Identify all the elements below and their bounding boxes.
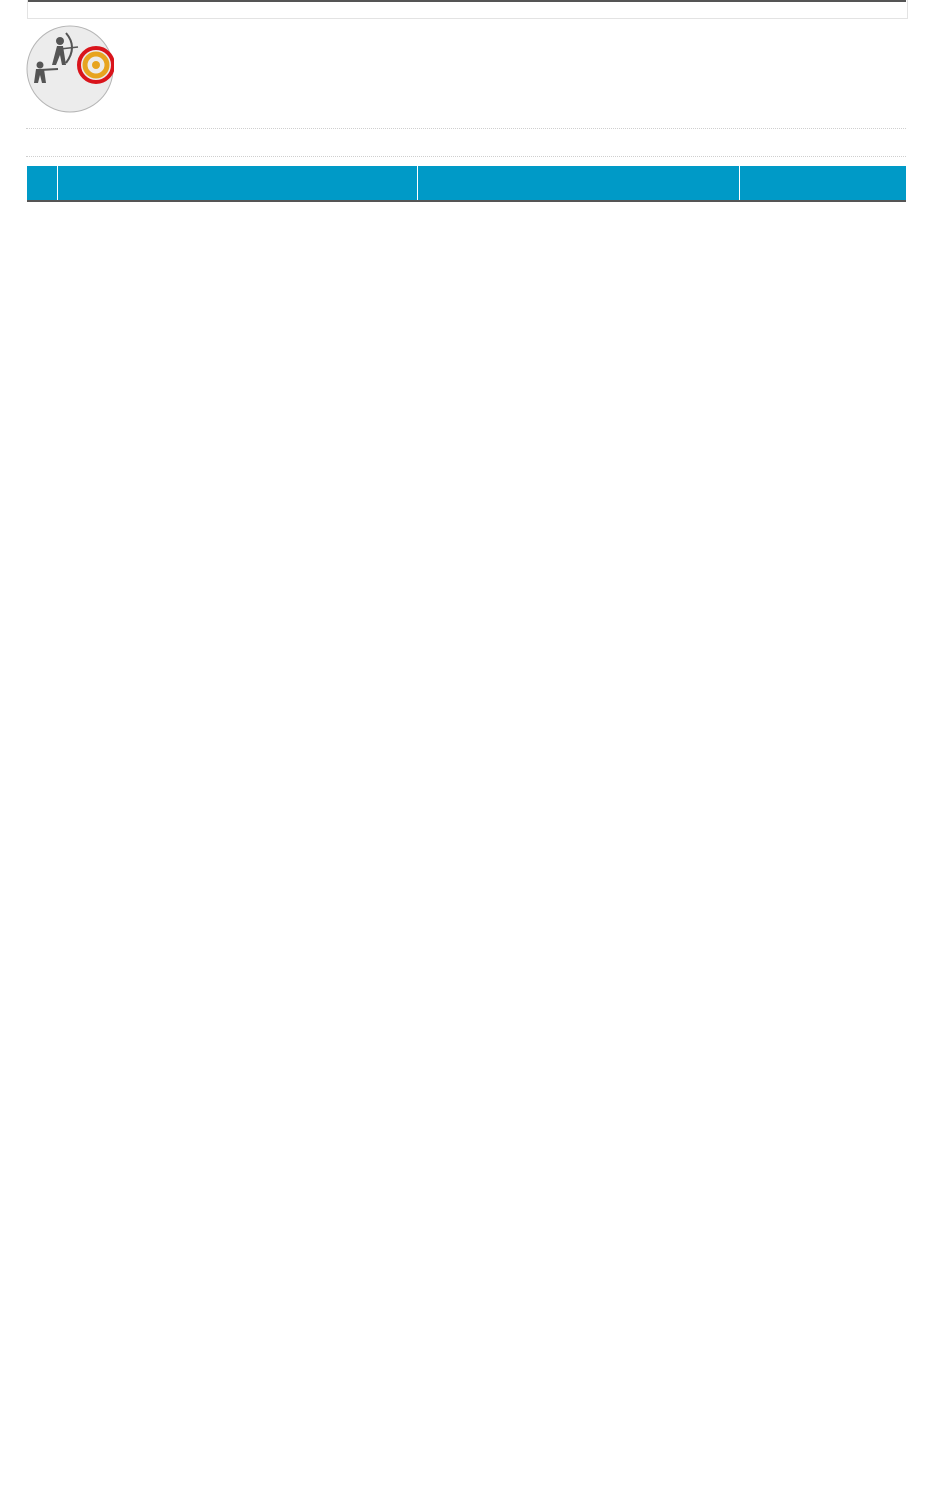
header-bottom-rule xyxy=(27,200,906,202)
table-footer-box xyxy=(27,0,908,19)
top-divider xyxy=(26,128,906,129)
club-logo xyxy=(26,25,114,113)
table-header xyxy=(27,166,906,200)
title-divider xyxy=(26,156,906,157)
